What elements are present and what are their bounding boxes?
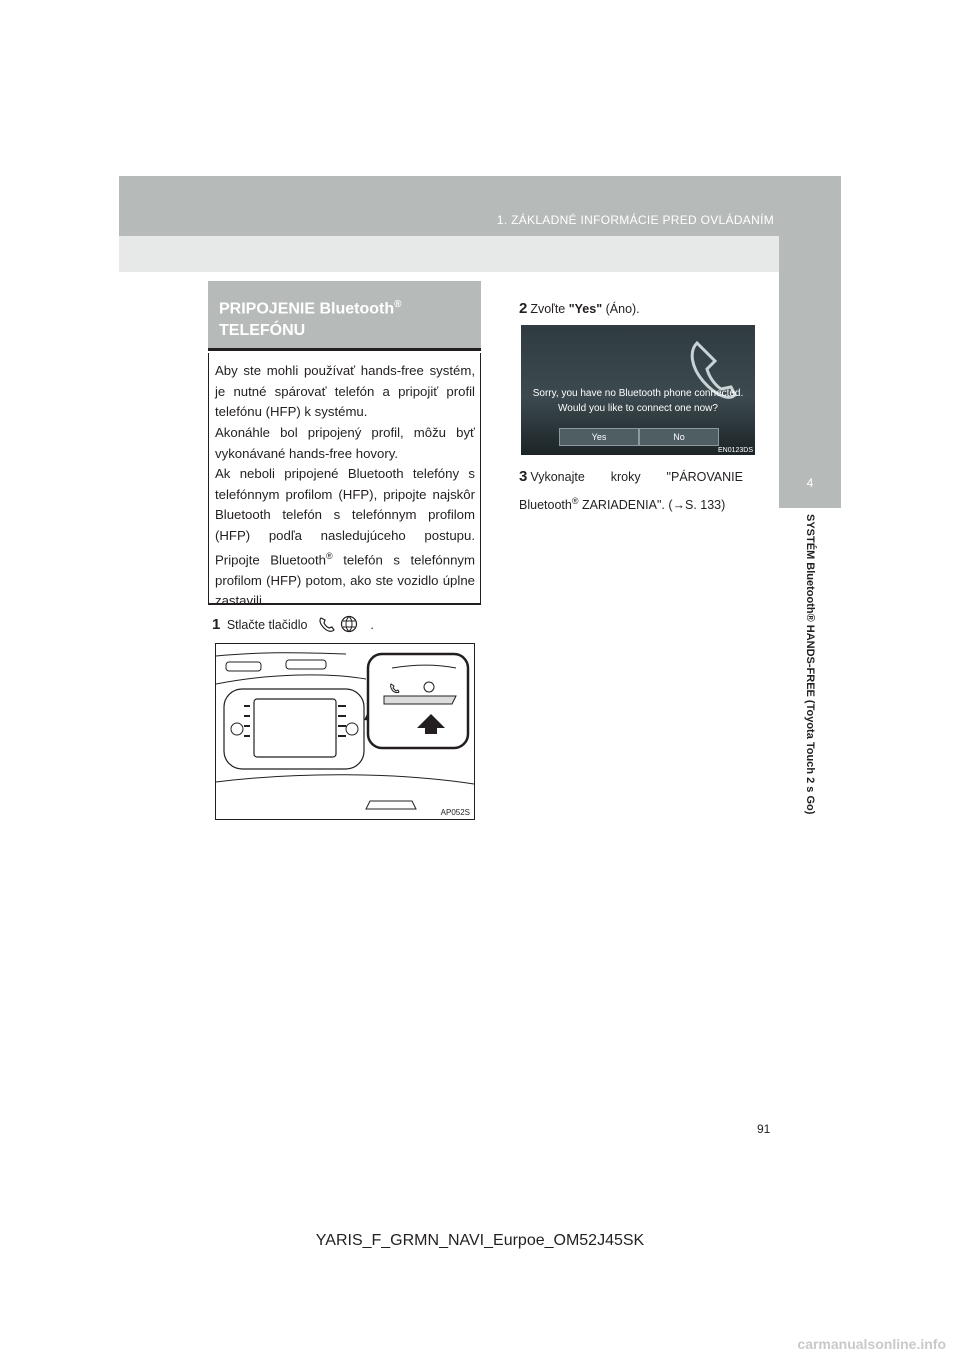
step-2-number: 2 bbox=[519, 300, 528, 317]
chapter-tab bbox=[779, 176, 841, 508]
figure-2-code: EN0123DS bbox=[717, 447, 753, 454]
step-3-text-a: Vykonajte kroky "PÁROVANIE Bluetooth bbox=[519, 470, 743, 513]
watermark: carmanualsonline.info bbox=[797, 1336, 946, 1352]
screen-message-2: Would you like to connect one now? bbox=[558, 403, 718, 414]
step-2 bbox=[519, 300, 640, 317]
section-title: 1. ZÁKLADNÉ INFORMÁCIE PRED OVLÁDANÍM bbox=[496, 213, 774, 227]
step-2-text: Zvoľte bbox=[530, 302, 569, 316]
step-1 bbox=[212, 615, 374, 636]
no-button[interactable]: No bbox=[639, 428, 719, 446]
info-paragraph-2: Akonáhle bol pripojený profil, môžu byť vykonávané hands-free hovory. bbox=[215, 425, 475, 461]
box-title-reg: ® bbox=[394, 299, 402, 310]
box-title-line1: PRIPOJENIE Bluetooth bbox=[219, 300, 395, 318]
page-number: 91 bbox=[757, 1122, 771, 1136]
step-3-reg: ® bbox=[571, 496, 579, 506]
step-1-end: . bbox=[370, 617, 374, 632]
chapter-number: 4 bbox=[806, 476, 814, 490]
info-paragraph-1: Aby ste mohli používať hands-free systém, je nutné spárovať telefón a pripojiť profil telefónu (HFP) k systému. bbox=[215, 363, 475, 419]
info-paragraph-3 bbox=[215, 464, 475, 612]
chapter-title: SYSTÉM Bluetooth® HANDS-FREE (Toyota Touch 2 s Go) bbox=[804, 514, 816, 815]
phone-button-icon bbox=[317, 615, 361, 636]
screen-message-1: Sorry, you have no Bluetooth phone connected. bbox=[532, 388, 744, 399]
info-paragraph-3-reg: ® bbox=[326, 551, 333, 561]
info-box bbox=[208, 353, 481, 609]
screen-screenshot bbox=[521, 325, 755, 455]
info-paragraph-3-b: telefón s telefónnym profilom (HFP) potom, ako ste vozidlo úplne zastavili. bbox=[215, 552, 475, 609]
document-id: YARIS_F_GRMN_NAVI_Eurpoe_OM52J45SK bbox=[315, 1232, 645, 1249]
header-band bbox=[119, 176, 841, 236]
box-title-bar bbox=[208, 281, 481, 351]
figure-1-code: AP052S bbox=[440, 808, 470, 817]
step-2-end: (Áno). bbox=[602, 302, 640, 316]
box-title-line2: TELEFÓNU bbox=[219, 322, 306, 340]
dashboard-illustration bbox=[215, 643, 475, 820]
header-subband bbox=[119, 236, 841, 272]
step-3 bbox=[519, 465, 743, 517]
info-paragraph-3-a: Ak neboli pripojené Bluetooth telefóny s telefónnym profilom (HFP), pripojte najskôr Bluetooth telefón s telefónnym profilom (HFP) podľa nasledujúceho postupu. Pripojte Bluetooth bbox=[215, 466, 475, 568]
yes-button[interactable]: Yes bbox=[559, 428, 639, 446]
step-1-text: Stlačte tlačidlo bbox=[226, 617, 308, 632]
step-3-number: 3 bbox=[519, 468, 528, 485]
step-3-text-b: ZARIADENIA". (→S. 133) bbox=[578, 498, 726, 513]
step-1-number: 1 bbox=[212, 615, 221, 633]
step-2-bold: "Yes" bbox=[568, 302, 603, 316]
box-title bbox=[219, 294, 402, 342]
